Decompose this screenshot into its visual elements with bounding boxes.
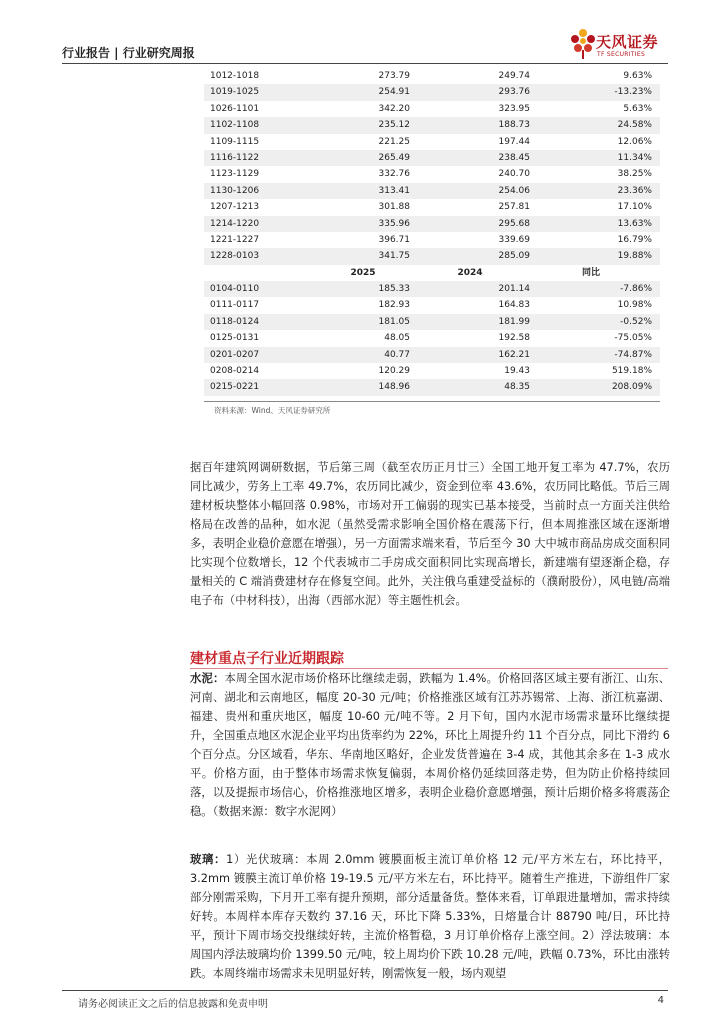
cell-2024: 249.74 <box>498 71 530 81</box>
cell-yoy: 5.63% <box>623 103 652 114</box>
cell-period: 1116-1122 <box>210 152 260 163</box>
cement-paragraph <box>190 669 670 821</box>
table-row <box>204 281 660 297</box>
shipment-data-table <box>204 68 660 396</box>
cell-period: 1214-1220 <box>210 218 260 229</box>
cell-yoy: 11.34% <box>617 152 652 163</box>
cell-2024: 201.14 <box>498 284 530 295</box>
cell-2024: 181.99 <box>498 316 530 327</box>
cell-2025: 48.05 <box>384 333 410 344</box>
table-row <box>204 363 660 379</box>
cell-2024: 254.06 <box>498 185 530 196</box>
cell-period: 1102-1108 <box>210 120 260 131</box>
table-year-header-row <box>204 265 660 281</box>
cell-2024: 2024 <box>457 267 483 278</box>
cell-period: 1012-1018 <box>210 71 260 81</box>
cell-yoy: 17.10% <box>617 202 652 213</box>
cell-2025: 342.20 <box>378 103 410 114</box>
cell-2025: 148.96 <box>378 382 410 393</box>
table-row <box>204 166 660 182</box>
cell-yoy: 19.88% <box>617 251 652 262</box>
cement-lead: 水泥： <box>190 672 225 685</box>
cell-yoy: 519.18% <box>611 366 652 377</box>
cell-2025: 221.25 <box>378 136 410 147</box>
cell-2024: 197.44 <box>498 136 530 147</box>
table-row <box>204 183 660 199</box>
summary-paragraph <box>190 458 670 610</box>
table-row <box>204 117 660 133</box>
cell-2025: 181.05 <box>378 316 410 327</box>
cell-2025: 265.49 <box>378 152 410 163</box>
cell-2024: 164.83 <box>498 300 530 311</box>
table-row <box>204 68 660 84</box>
page-number: 4 <box>657 995 664 1006</box>
table-row <box>204 134 660 150</box>
glass-lead: 玻璃： <box>190 853 227 866</box>
cell-period <box>204 265 316 281</box>
cell-yoy: 10.98% <box>617 300 652 311</box>
cell-2024: 19.43 <box>504 366 530 377</box>
cell-yoy: -7.86% <box>620 284 652 295</box>
cell-period: 0125-0131 <box>210 333 260 344</box>
cell-2025: 235.12 <box>378 120 410 131</box>
cell-period: 1130-1206 <box>210 185 260 196</box>
company-logo <box>570 28 670 62</box>
cell-2025: 40.77 <box>384 349 410 360</box>
table-row <box>204 232 660 248</box>
cell-2025: 332.76 <box>378 169 410 180</box>
cell-period: 1109-1115 <box>210 136 260 147</box>
cell-yoy: -75.05% <box>614 333 652 344</box>
cell-2025: 2025 <box>350 267 376 278</box>
cell-yoy: 38.25% <box>617 169 652 180</box>
table-row <box>204 248 660 264</box>
header-divider <box>62 63 668 64</box>
cell-yoy: 208.09% <box>611 382 652 393</box>
logo-flower-icon <box>570 28 596 60</box>
cell-2024: 238.45 <box>498 152 530 163</box>
cell-2024: 323.95 <box>498 103 530 114</box>
cell-period: 0215-0221 <box>210 382 260 393</box>
table-row <box>204 199 660 215</box>
cell-2025: 120.29 <box>378 366 410 377</box>
section-title: 建材重点子行业近期跟踪 <box>190 651 344 667</box>
cell-yoy: 16.79% <box>617 234 652 245</box>
cell-period: 1228-0103 <box>210 251 260 262</box>
cell-2024: 285.09 <box>498 251 530 262</box>
table-row <box>204 84 660 100</box>
cell-2025: 254.91 <box>378 87 410 98</box>
glass-text: 1）光伏玻璃：本周 2.0mm 镀膜面板主流订单价格 12 元/平方米左右，环比持平，3.2mm 镀膜主流订单价格 19-19.5 元/平方米左右，环比持平。随着生产推进，下游组件厂家部分刚需采购，下月开工率有提升预期，部分适量备货。整体来看，订单跟进量增加，需求持续好转。本周样本库存天数约 37.16 天，环比下降 5.33%，日熔量合计 88790 吨/日，环比持平，预计下周市场交投继续好转，主流价格暂稳，3 月订单价格存上涨空间。2）浮法玻璃：本周国内浮法玻璃均价 1399.50 元/吨，较上周均价下跌 10.28 元/吨，跌幅 0.73%，环比由涨转跌。本周终端市场需求未见明显好转，刚需恢复一般，场内观望 <box>190 853 670 980</box>
cell-period: 0111-0117 <box>210 300 260 311</box>
report-header-title: 行业报告 | 行业研究周报 <box>62 46 195 60</box>
cell-2024: 188.73 <box>498 120 530 131</box>
cell-period: 1019-1025 <box>210 87 260 98</box>
table-row <box>204 379 660 395</box>
cell-2024: 339.69 <box>498 234 530 245</box>
cell-yoy: 9.63% <box>623 71 652 81</box>
cell-period: 1207-1213 <box>210 202 260 213</box>
table-source-note: 资料来源：Wind、天风证券研究所 <box>214 406 331 415</box>
cell-2024: 162.21 <box>498 349 530 360</box>
cell-yoy: 12.06% <box>617 136 652 147</box>
cell-2025: 396.71 <box>378 234 410 245</box>
table-row <box>204 150 660 166</box>
cell-yoy: -13.23% <box>614 87 652 98</box>
cell-2025: 301.88 <box>378 202 410 213</box>
cell-period: 0104-0110 <box>210 284 260 295</box>
cell-2025: 185.33 <box>378 284 410 295</box>
cell-2024: 293.76 <box>498 87 530 98</box>
table-row <box>204 347 660 363</box>
table-bottom-border <box>204 401 660 402</box>
cell-2024: 240.70 <box>498 169 530 180</box>
cell-yoy: 23.36% <box>617 185 652 196</box>
cell-period: 1123-1129 <box>210 169 260 180</box>
cell-period: 0208-0214 <box>210 366 260 377</box>
cell-yoy: 13.63% <box>617 218 652 229</box>
logo-english-name: TF SECURITIES <box>597 51 646 58</box>
cell-2024: 192.58 <box>498 333 530 344</box>
cell-period: 1026-1101 <box>210 103 260 114</box>
cell-2025: 341.75 <box>378 251 410 262</box>
cell-2025: 182.93 <box>378 300 410 311</box>
summary-text: 据百年建筑网调研数据，节后第三周（截至农历正月廿三）全国工地开复工率为 47.7%，农历同比减少，劳务上工率 49.7%，农历同比减少，资金到位率 43.6%，农历同比略低。节后三周建材板块整体小幅回落 0.98%，市场对开工偏弱的现实已基本接受，当前时点一方面关注供给格局在改善的品种，如水泥（虽然受需求影响全国价格在震荡下行，但本周推涨区域在逐渐增多，表明企业稳价意愿在增强），另一方面需求端来看，节后至今 30 大中城市商品房成交面积同比实现个位数增长，12 个代表城市二手房成交面积同比实现高增长，新建端有望逐渐企稳，存量相关的 C 端消费建材存在修复空间。此外，关注俄乌重建受益标的（濮耐股份），风电链/高端电子布（中材科技），出海（西部水泥）等主题性机会。 <box>190 461 670 607</box>
cell-yoy: -0.52% <box>620 316 652 327</box>
footer-disclaimer: 请务必阅读正文之后的信息披露和免责申明 <box>78 999 268 1010</box>
cell-2024: 257.81 <box>498 202 530 213</box>
cell-2024: 48.35 <box>504 382 530 393</box>
cell-period: 0201-0207 <box>210 349 260 360</box>
cell-2025: 335.96 <box>378 218 410 229</box>
cement-text: 本周全国水泥市场价格环比继续走弱，跌幅为 1.4%。价格回落区域主要有浙江、山东、河南、湖北和云南地区，幅度 20-30 元/吨；价格推涨区域有江苏苏锡常、上海、浙江杭嘉湖、福建、贵州和重庆地区，幅度 10-60 元/吨不等。2 月下旬，国内水泥市场需求量环比继续提升，全国重点地区水泥企业平均出货率约为 22%，环比上周提升约 11 个百分点，同比下滑约 6 个百分点。分区域看，华东、华南地区略好，企业发货普遍在 3-4 成，其他其余多在 1-3 成水平。价格方面，由于整体市场需求恢复偏弱，本周价格仍延续回落走势，但为防止价格持续回落，以及提振市场信心，价格推涨地区增多，表明企业稳价意愿增强，预计后期价格多将震荡企稳。（数据来源：数字水泥网） <box>190 672 670 818</box>
cell-2025: 273.79 <box>378 71 410 81</box>
logo-chinese-name: 天风证券 <box>596 33 659 51</box>
table-row <box>204 101 660 117</box>
cell-2025: 313.41 <box>378 185 410 196</box>
table-row <box>204 330 660 346</box>
cell-period: 0118-0124 <box>210 316 260 327</box>
table-row <box>204 297 660 313</box>
table-row <box>204 314 660 330</box>
cell-yoy: 24.58% <box>617 120 652 131</box>
cell-yoy: -74.87% <box>614 349 652 360</box>
cell-period: 1221-1227 <box>210 234 260 245</box>
glass-paragraph <box>190 850 670 983</box>
table-row <box>204 216 660 232</box>
cell-yoy: 同比 <box>581 267 600 278</box>
footer-divider <box>62 990 668 991</box>
cell-2024: 295.68 <box>498 218 530 229</box>
